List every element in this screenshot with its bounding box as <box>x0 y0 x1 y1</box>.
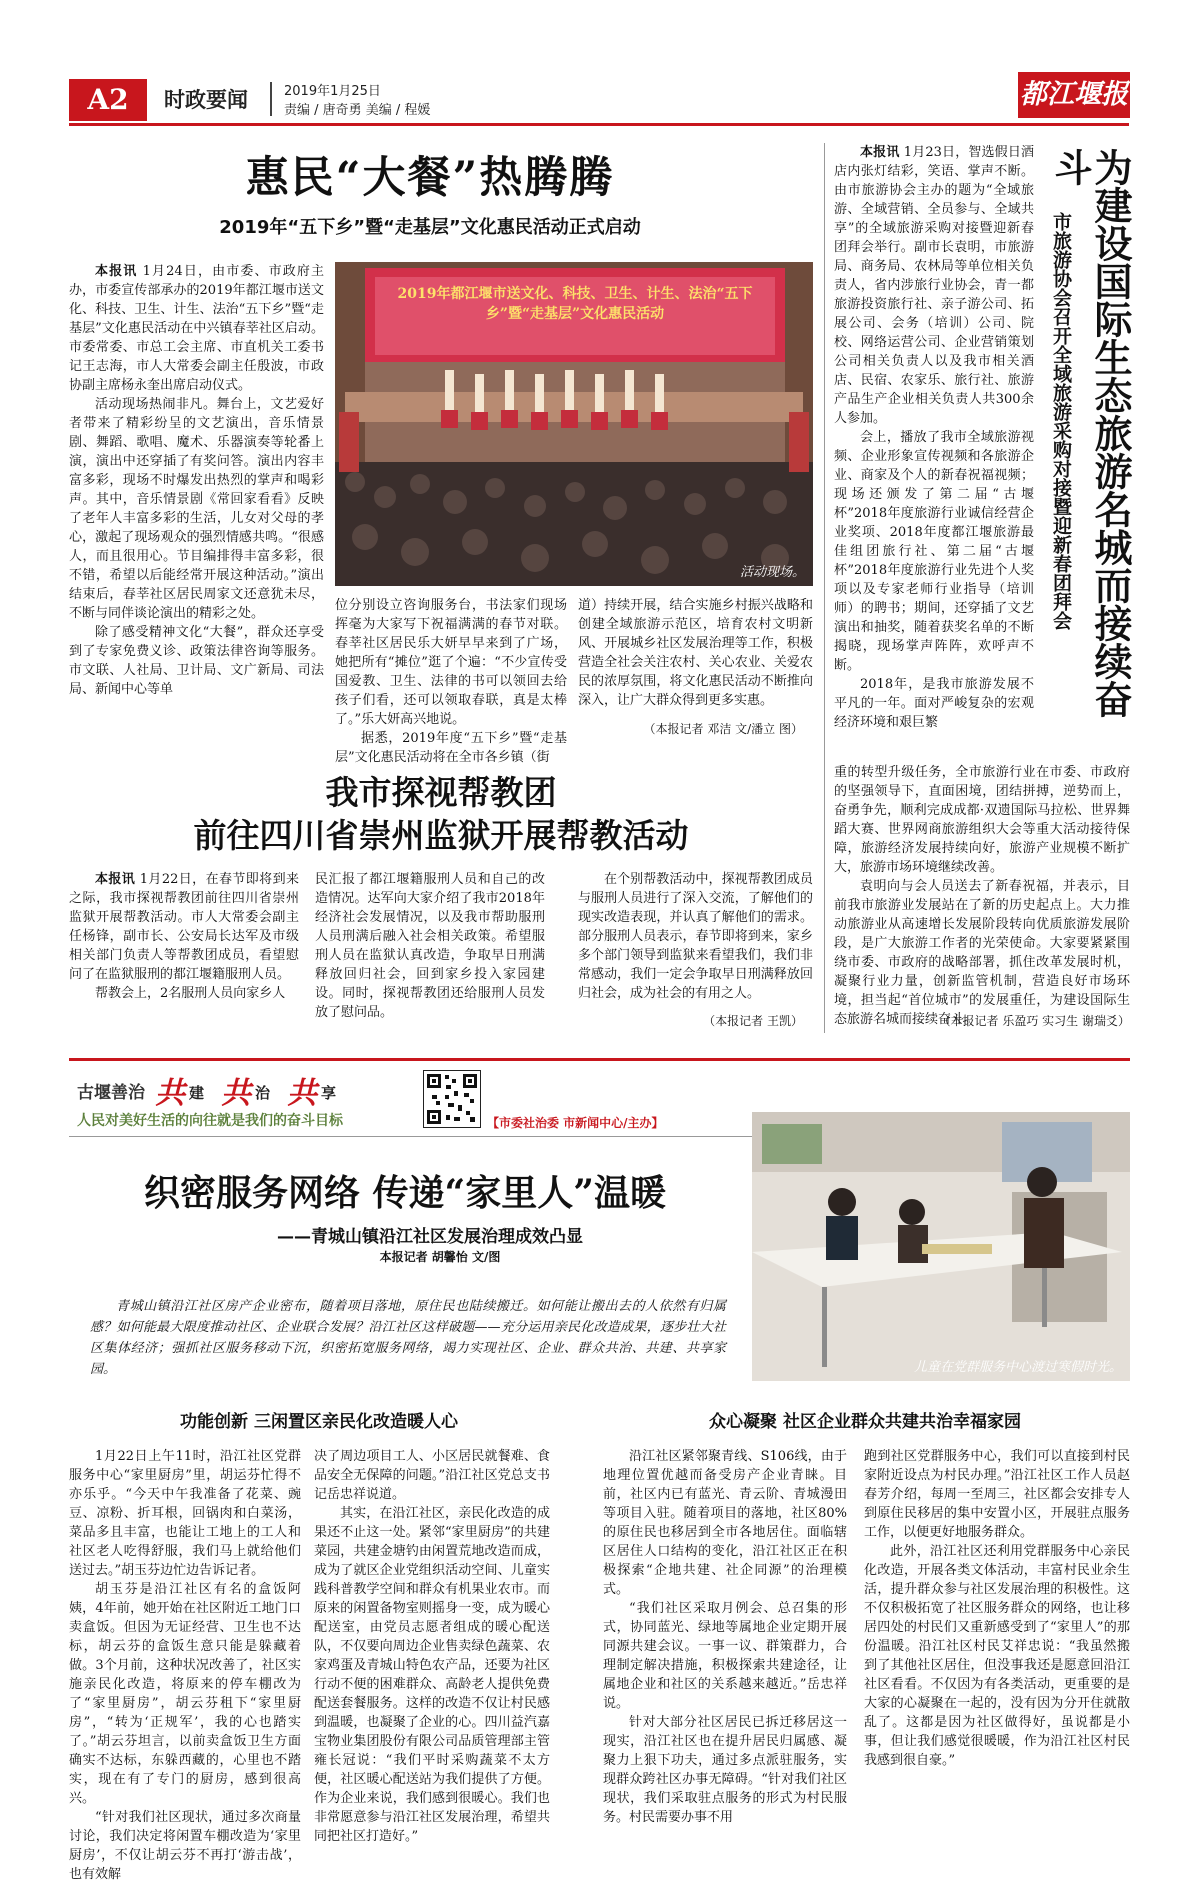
banner-gong-3: 共 <box>287 1076 317 1111</box>
paragraph: 决了周边项目工人、小区居民就餐难、食品安全无保障的问题。”沿江社区党总支书记岳忠祥说道。 <box>314 1449 550 1502</box>
paragraph: 针对大部分社区居民已拆迁移居这一现实，沿江社区也在提升居民归属感、凝聚力上狠下功夫，通过多点派驻服务，实现群众跨社区办事无障碍。“针对我们社区现状，我们采取驻点服务的形式为村民服务。村民需要办事不用 <box>603 1715 847 1825</box>
banner-motto: 古堰善治 <box>77 1083 145 1103</box>
story4-reporter: 本报记者 胡馨怡 文/图 <box>379 1250 501 1264</box>
story4-left-heading: 功能创新 三闲置区亲民化改造暖人心 <box>180 1412 458 1432</box>
banner-jian: 建 <box>189 1084 205 1102</box>
photo-banner-text: 2019年都江堰市送文化、科技、卫生、计生、法治“五下乡”暨“走基层”文化惠民活动 <box>397 286 753 322</box>
story4-column-4 <box>864 1447 1130 1867</box>
banner-organizers: 【市委社治委 市新闻中心/主办】 <box>487 1116 664 1130</box>
paragraph: 会上，播放了我市全域旅游视频、企业形象宣传视频和各旅游企业、商家及个人的新春祝福视频；现场还颁发了第二届“古堰杯”2018年度旅游行业诚信经营企业奖项、2018年度都江堰旅游最佳组团旅行社、第二届“古堰杯”2018年度旅游行业先进个人奖项以及专家老师行业指导（培训师）的聘书；期间，还穿插了文艺演出和抽奖，随着获奖名单的不断揭晓，现场掌声阵阵，欢呼声不断。 <box>834 430 1034 673</box>
paragraph: “针对我们社区现状，通过多次商量讨论，我们决定将闲置车棚改造为‘家里厨房’，不仅让胡云芬不再打‘游击战’，也有效解 <box>69 1810 301 1882</box>
paragraph: 除了感受精神文化“大餐”，群众还享受到了专家免费义诊、政策法律咨询等服务。市文联、人社局、卫计局、文广新局、司法局、新闻中心等单 <box>69 625 324 697</box>
story3-kicker: 本报讯 <box>95 872 136 887</box>
paragraph: 此外，沿江社区还利用党群服务中心亲民化改造，开展各类文体活动，丰富村民业余生活，提升群众参与社区发展治理的积极性。这不仅积极拓宽了社区服务群众的网络，也让移居四处的村民们又重新感受到了“家里人”的那份温暖。沿江社区村民艾祥忠说：“我虽然搬到了其他社区居住，但没事我还是愿意回沿江社区看看。不仅因为有各类活动，更重要的是大家的心凝聚在一起的，没有因为分开住就散乱了。这都是因为社区做得好，虽说都是小事，但让我们感觉很暖暖，作为沿江社区村民我感到很自豪。” <box>864 1544 1130 1768</box>
banner-xiang: 享 <box>321 1084 337 1102</box>
banner-gong-1: 共 <box>155 1076 185 1111</box>
paragraph: 在个别帮教活动中，探视帮教团成员与服刑人员进行了深入交流，了解他们的现实改造表现，并认真了解他们的需求。部分服刑人员表示，春节即将到来，家乡多个部门领导到监狱来看望我们，我们非常感动，我们一定会争取早日刑满释放回归社会，成为社会的有用之人。 <box>578 872 813 1001</box>
banner-gong-2: 共 <box>221 1076 251 1111</box>
story3-title-line2: 前往四川省崇州监狱开展帮教活动 <box>193 816 689 855</box>
qr-code[interactable] <box>423 1070 481 1128</box>
story4-subtitle: ——青城山镇沿江社区发展治理成效凸显 <box>277 1227 583 1247</box>
story1-column-2 <box>335 596 567 765</box>
paragraph: 胡玉芬是沿江社区有名的盒饭阿姨，4年前，她开始在社区附近工地门口卖盒饭。但因为无证经营、卫生也不达标，胡云芬的盒饭生意只能是躲藏着做。3个月前，这种状况改善了，社区实施亲民化改造，将原来的停车棚改为了“家里厨房”，胡云芬租下“家里厨房”，“转为‘正规军’，我的心也踏实了。”胡云芬坦言，以前卖盒饭卫生方面确实不达标，东躲西藏的，心里也不踏实，现在有了专门的厨房，感到很高兴。 <box>69 1582 301 1806</box>
paragraph: 位分别设立咨询服务台，书法家们现场挥毫为大家写下祝福满满的春节对联。春莘社区居民乐大妍早早来到了广场，她把所有“摊位”逛了个遍：“不少宣传受国爱教、卫生、法律的书可以领回去给孩子们看，还可以领取春联，真是太棒了。”乐大妍高兴地说。 <box>335 598 567 727</box>
paragraph: 其实，在沿江社区，亲民化改造的成果还不止这一处。紧邻“家里厨房”的共建菜园，共建金塘钓由闲置荒地改造而成，成为了就区企业党组织活动空间、儿童实践科普教学空间和群众有机果业农市。而原来的闲置备物室则摇身一变，成为暖心配送室，由党员志愿者组成的暖心配送队，不仅要向周边企业售卖绿色蔬菜、农家鸡蛋及青城山特色农产品，还要为社区行动不便的困难群众、高龄老人提供免费配送套餐服务。这样的改造不仅让村民感到温暖，也凝聚了企业的心。四川益汽嘉宝物业集团股份有限公司品质管理部主管雍长冠说：“我们平时采购蔬菜不太方便，社区暖心配送站为我们提供了方便。作为企业来说，我们感到很暖心。我们也非常愿意参与沿江社区发展治理，希望共同把社区打造好。” <box>314 1506 550 1844</box>
section-name: 时政要闻 <box>164 88 248 112</box>
story3-byline: （本报记者 王凯） <box>703 1014 803 1028</box>
masthead-logo: 都江堰报 <box>1020 79 1128 110</box>
story4-right-heading: 众心凝聚 社区企业群众共建共治幸福家园 <box>709 1412 1021 1432</box>
paragraph: 重的转型升级任务，全市旅游行业在市委、市政府的坚强领导下，直面困境，团结拼搏，逆势而上，奋勇争先，顺利完成成都·双遗国际马拉松、世界舞蹈大赛、世界网商旅游组织大会等重大活动接待保障，旅游经济发展持续向好，旅游产业规模不断扩大，旅游市场环境继续改善。 <box>834 765 1130 875</box>
paragraph: 帮教会上，2名服刑人员向家乡人 <box>95 986 286 1001</box>
story3-column-2 <box>315 870 545 1030</box>
banner-slogan: 人民对美好生活的向往就是我们的奋斗目标 <box>77 1113 343 1129</box>
story1-column-1 <box>69 262 324 759</box>
story1-byline: （本报记者 邓洁 文/潘立 图） <box>643 722 803 736</box>
story4-intro: 青城山镇沿江社区房产企业密布，随着项目落地，原住民也陆续搬迁。如何能让搬出去的人依然有归属感？如何能最大限度推动社区、企业联合发展？沿江社区这样破题——充分运用亲民化改造成果，逐步壮大社区集体经济；强抓社区服务移动下沉，织密拓宽服务网络，竭力实现社区、企业、群众共治、共建、共享家园。 <box>90 1299 726 1377</box>
issue-date: 2019年1月25日 <box>284 84 381 99</box>
story4-title: 织密服务网络 传递“家里人”温暖 <box>144 1172 666 1214</box>
story4-column-3 <box>603 1447 847 1867</box>
editor-credits: 责编 / 唐奇勇 美编 / 程媛 <box>284 103 431 118</box>
story1-title: 惠民“大餐”热腾腾 <box>245 153 615 203</box>
photo-caption: 活动现场。 <box>739 565 805 580</box>
story4-photo <box>752 1112 1130 1381</box>
story4-column-2 <box>314 1447 550 1867</box>
story3-column-1 <box>69 870 299 1030</box>
story1-photo <box>335 262 813 586</box>
vertical-rule <box>824 143 825 1033</box>
paragraph: 活动现场热闹非凡。舞台上，文艺爱好者带来了精彩纷呈的文艺演出，音乐情景剧、舞蹈、歌唱、魔术、乐器演奏等轮番上演，演出中还穿插了有奖问答。演出内容丰富多彩，现场不时爆发出热烈的掌声和喝彩声。其中，音乐情景剧《常回家看看》反映了老年人丰富多彩的生活，儿女对父母的孝心，激起了现场观众的强烈情感共鸣。“很感人，而且很用心。节目编排得丰富多彩，很不错，希望以后能经常开展这种活动。”演出结束后，春莘社区居民周家文还意犹未尽，不断与同伴谈论演出的精彩之处。 <box>69 397 324 621</box>
page-number: A2 <box>87 83 129 116</box>
story1-column-3 <box>578 596 813 706</box>
paragraph: 沿江社区紧邻聚青线、S106线，由于地理位置优越而备受房产企业青睐。目前，社区内已有蓝光、青云阶、青城漫田等项目入驻。随着项目的落地，社区80%的原住民也移居到全市各地居住。面临辖区居住人口结构的变化，沿江社区正在积极探索“企地共建、社企同源”的治理模式。 <box>603 1449 847 1597</box>
header-divider <box>270 82 272 116</box>
story2-title: 为建设国际生态旅游名城而接续奋斗 <box>1048 148 1133 718</box>
paragraph: 1月22日，在春节即将到来之际，我市探视帮教团前往四川省崇州监狱开展帮教活动。市人大常委会副主任杨锋，副市长、公安局长达军及市级相关部门负责人等帮教团成员，看望慰问了在监狱服刑的都江堰籍服刑人员。 <box>69 872 299 982</box>
paragraph: 1月23日，智选假日酒店内张灯结彩，笑语、掌声不断。由市旅游协会主办的题为“全域旅游、全域营销、全员参与、全域共享”的全域旅游采购对接暨迎新春团拜会举行。副市长袁明，市旅游局、商务局、农林局等单位相关负责人，省内涉旅行业协会，青一都旅游投资旅行社、亲子游公司、拓展公司、会务（培训）公司、院校、网络运营公司、企业营销策划公司相关负责人以及我市相关酒店、民宿、农家乐、旅行社、旅游产品生产企业相关负责人共300余人参加。 <box>834 145 1034 426</box>
paragraph: 1月22日上午11时，沿江社区党群服务中心“家里厨房”里，胡运芬忙得不亦乐乎。“今天中午我准备了花菜、豌豆、凉粉、折耳根，回锅肉和白菜汤，菜品多且丰富，也能让工地上的工人和社区老人吃得舒服，我们马上就给他们送过去。”胡玉芬边忙边告诉记者。 <box>69 1449 301 1578</box>
page-header <box>0 0 1200 130</box>
paragraph: 民汇报了都江堰籍服刑人员和自己的改造情况。达军向大家介绍了我市2018年经济社会发展情况，以及我市帮助服刑人员刑满后融入社会相关政策。希望服刑人员在监狱认真改造，争取早日刑满释放回归社会，回到家乡投入家园建设。同时，探视帮教团还给服刑人员发放了慰问品。 <box>315 872 545 1020</box>
header-rule <box>69 123 1129 126</box>
story2-column-1 <box>834 143 1034 763</box>
story3-column-3 <box>578 870 813 1010</box>
paragraph: 1月24日，由市委、市政府主办，市委宣传部承办的2019年都江堰市送文化、科技、卫生、计生、法治“五下乡”暨“走基层”文化惠民活动在中兴镇春莘社区启动。市委常委、市总工会主席、市直机关工委书记王志海，市人大常委会副主任殷波，市政协副主席杨永奎出席启动仪式。 <box>69 264 324 393</box>
paragraph: 袁明向与会人员送去了新春祝福，并表示，目前我市旅游业发展站在了新的历史起点上。大力推动旅游业从高速增长发展阶段转向优质旅游发展阶段，是广大旅游工作者的光荣使命。大家要紧紧围绕市委、市政府的战略部署，抓住改革发展时机，凝聚行业力量，创新监管机制，营造良好市场环境，担当起“首位城市”的发展重任，为建设国际生态旅游名城而接续奋斗。 <box>834 879 1130 1027</box>
paragraph: 道）持续开展，结合实施乡村振兴战略和创建全域旅游示范区，培育农村文明新风、开展城乡社区发展治理等工作，积极营造全社会关注农村、关心农业、关爱农民的浓厚氛围，将文化惠民活动不断推向深入，让广大群众得到更多实惠。 <box>578 598 813 708</box>
paragraph: 跑到社区党群服务中心，我们可以直接到村民家附近设点为村民办理。”沿江社区工作人员赵春芳介绍，每周一至周三，社区都会安排专人到原住民移居的集中安置小区，开展驻点服务工作，以便更好地服务群众。 <box>864 1449 1130 1540</box>
story4-column-1 <box>69 1447 301 1882</box>
story3-title-line1: 我市探视帮教团 <box>325 773 557 812</box>
paragraph: 据悉，2019年度“五下乡”暨“走基层”文化惠民活动将在全市各乡镇（街 <box>335 731 567 765</box>
banner-rule-top <box>69 1058 1130 1061</box>
paragraph: 2018年，是我市旅游发展不平凡的一年。面对严峻复杂的宏观经济环境和艰巨繁 <box>834 677 1034 730</box>
story1-subtitle: 2019年“五下乡”暨“走基层”文化惠民活动正式启动 <box>219 217 641 238</box>
paragraph: “我们社区采取月例会、总召集的形式，协同蓝光、绿地等属地企业定期开展同源共建会议。一事一议、群策群力，合理制定解决措施，积极探索共建途径，让属地企业和社区的关系越来越近。”岳忠祥说。 <box>603 1601 847 1711</box>
story2-byline: （本报记者 乐盈巧 实习生 谢瑞爻） <box>938 1014 1130 1028</box>
story2-subtitle: 市旅游协会召开全域旅游采购对接暨迎新春团拜会 <box>1050 212 1072 630</box>
story1-kicker: 本报讯 <box>95 264 138 279</box>
photo-caption: 儿童在党群服务中心渡过寒假时光。 <box>913 1360 1122 1375</box>
banner-zhi: 治 <box>255 1084 271 1102</box>
story2-kicker: 本报讯 <box>860 145 900 160</box>
